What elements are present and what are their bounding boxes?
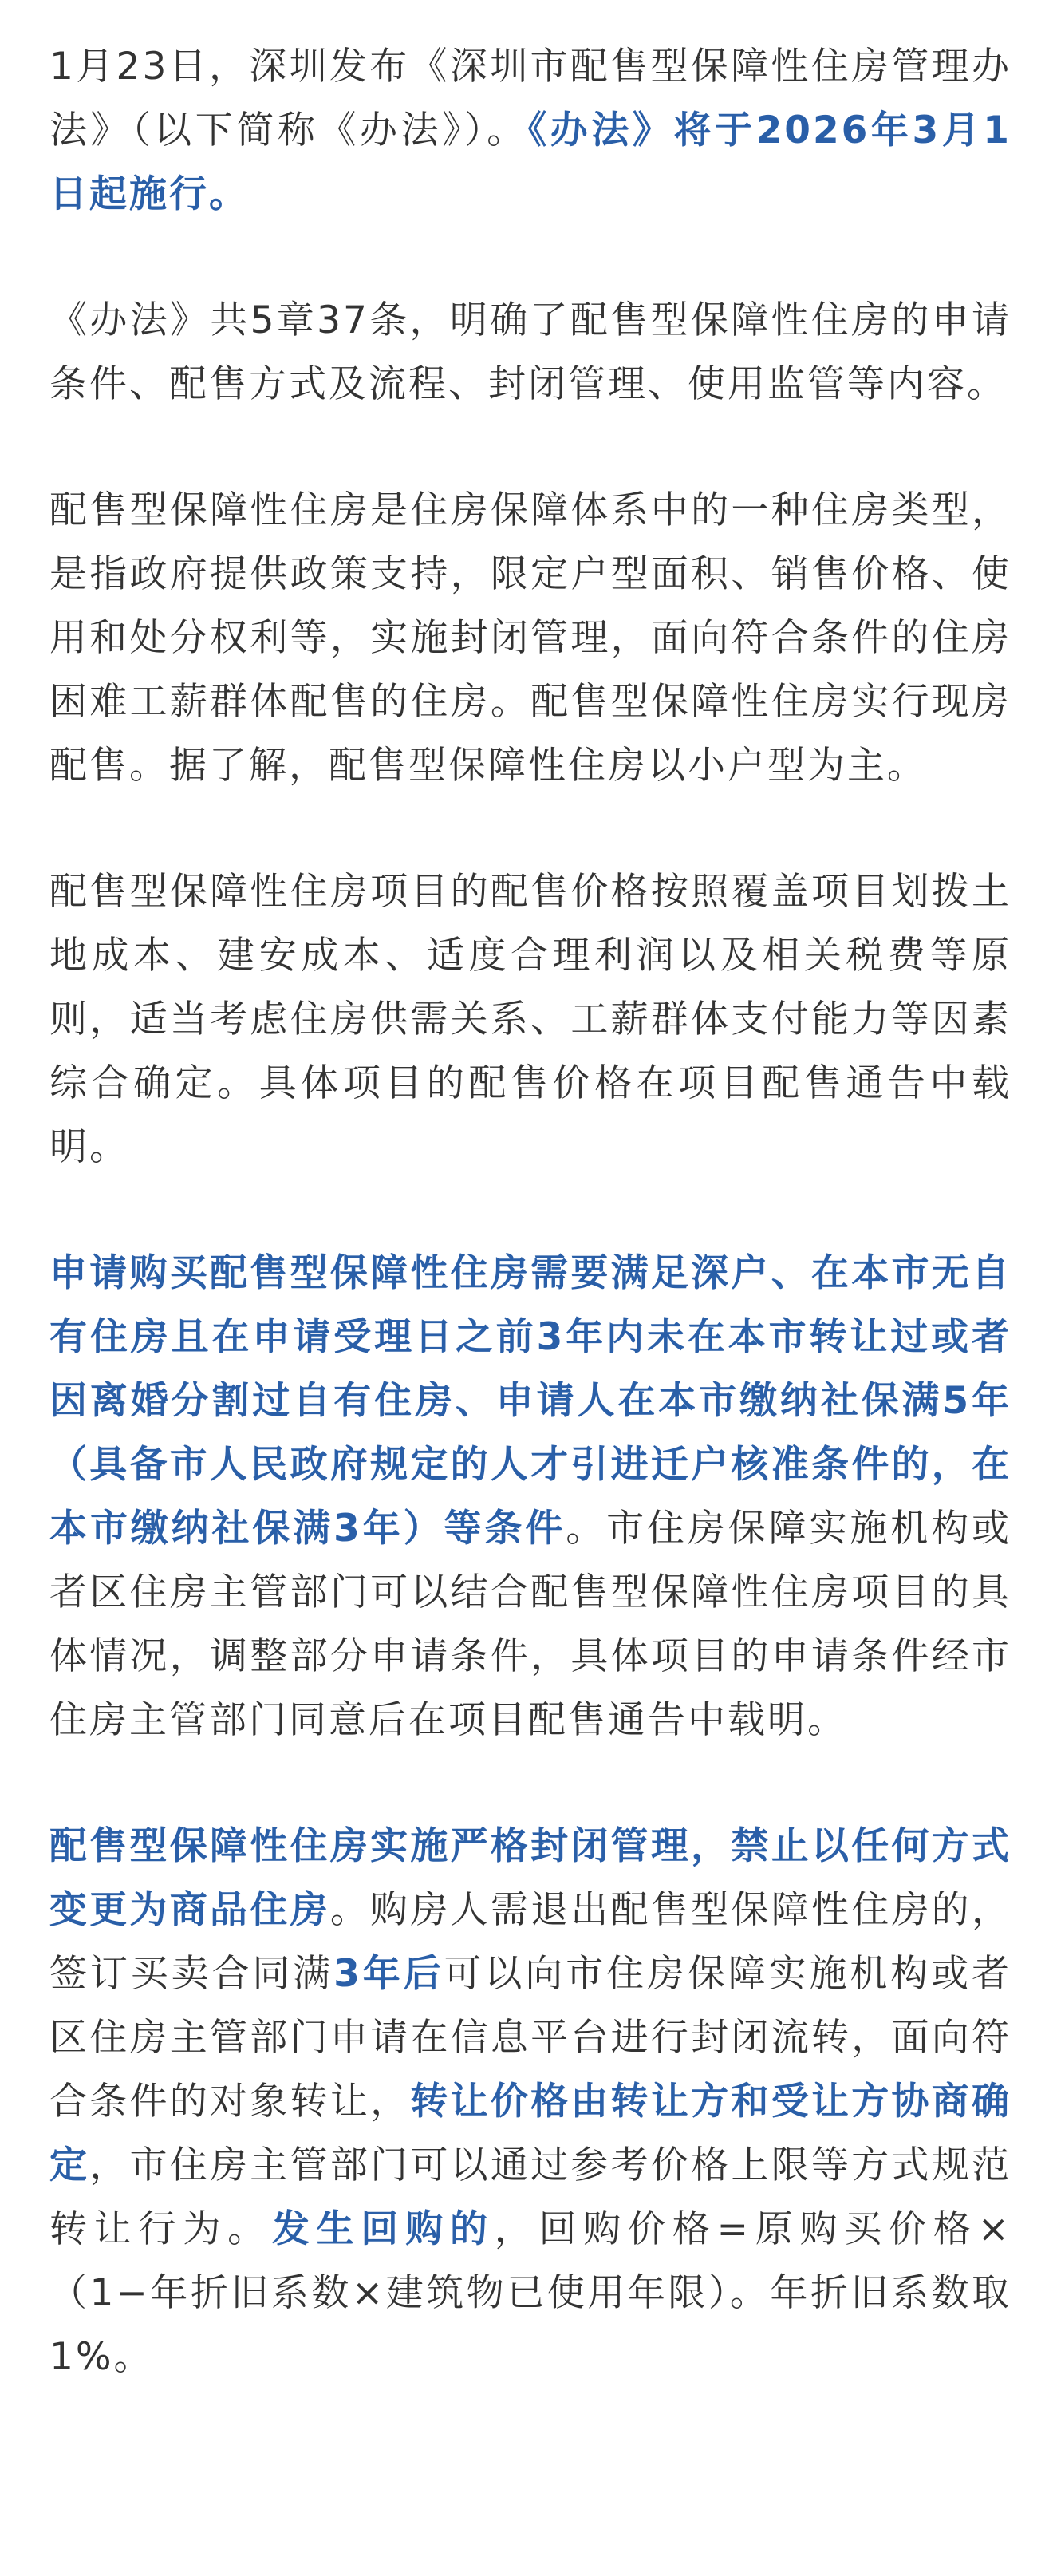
paragraph-eligibility [49, 1242, 1012, 1752]
text-segment: 配售型保障性住房是住房保障体系中的一种住房类型，是指政府提供政策支持，限定户型面积、销售价格、使用和处分权利等，实施封闭管理，面向符合条件的住房困难工薪群体配售的住房。配售型保障性住房实行现房配售。据了解，配售型保障性住房以小户型为主。 [49, 488, 1012, 788]
paragraph-pricing [49, 860, 1012, 1179]
text-segment: 1月23日，深圳发布《深圳市配售型保障性住房管理办法》（以下简称《办法》）。 [49, 45, 1012, 152]
highlight-effective-date: 《办法》将于2026年3月1日起施行。 [49, 109, 1012, 216]
highlight-eligibility-conditions: 申请购买配售型保障性住房需要满足深户、在本市无自有住房且在申请受理日之前3年内未在本市转让过或者因离婚分割过自有住房、申请人在本市缴纳社保满5年（具备市人民政府规定的人才引进迁户核准条件的，在本市缴纳社保满3年）等条件 [49, 1251, 1012, 1551]
highlight-transfer-price: 转让价格由转让方和受让方协商确定 [49, 2080, 1012, 2187]
text-segment: 《办法》共5章37条，明确了配售型保障性住房的申请条件、配售方式及流程、封闭管理、使用监管等内容。 [49, 298, 1012, 406]
highlight-three-years: 3年后 [333, 1952, 444, 1996]
text-segment: 配售型保障性住房项目的配售价格按照覆盖项目划拨土地成本、建安成本、适度合理利润以及相关税费等原则，适当考虑住房供需关系、工薪群体支付能力等因素综合确定。具体项目的配售价格在项目配售通告中载明。 [49, 870, 1012, 1169]
paragraph-structure [49, 289, 1012, 417]
paragraph-definition [49, 479, 1012, 798]
text-segment: 。市住房保障实施机构或者区住房主管部门可以结合配售型保障性住房项目的具体情况，调整部分申请条件，具体项目的申请条件经市住房主管部门同意后在项目配售通告中载明。 [49, 1507, 1012, 1742]
paragraph-closed-management [49, 1815, 1012, 2389]
text-segment: ，市住房主管部门可以通过参考价格上限等方式规范转让行为。 [49, 2143, 1012, 2251]
highlight-buyback: 发生回购的 [271, 2207, 495, 2251]
text-segment: 可以向市住房保障实施机构或者区住房主管部门申请在信息平台进行封闭流转，面向符合条件的对象转让， [49, 1952, 1012, 2124]
text-segment: ，回购价格=原购买价格×（1−年折旧系数×建筑物已使用年限）。年折旧系数取1%。 [49, 2207, 1012, 2379]
text-segment: 。购房人需退出配售型保障性住房的，签订买卖合同满 [49, 1888, 1012, 1996]
article-body [49, 35, 1012, 2389]
highlight-closed-management: 配售型保障性住房实施严格封闭管理，禁止以任何方式变更为商品住房 [49, 1824, 1012, 1932]
paragraph-announcement [49, 35, 1012, 227]
